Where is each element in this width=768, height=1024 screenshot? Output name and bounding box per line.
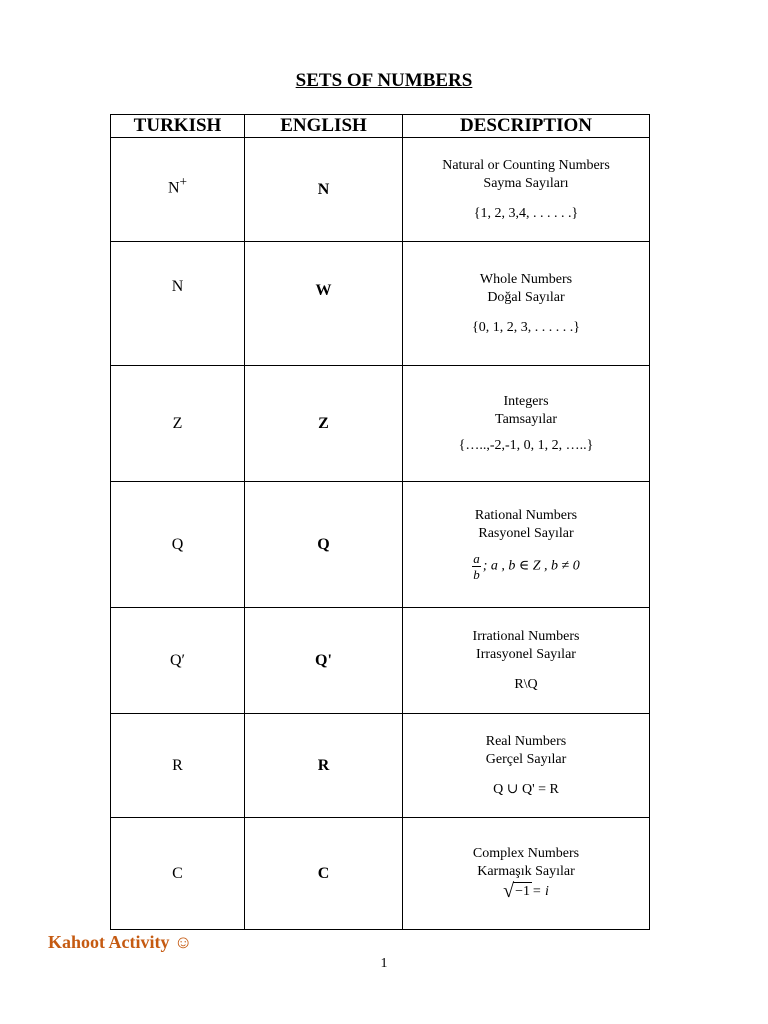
english-symbol: Q	[245, 482, 403, 608]
turkish-symbol: N	[111, 242, 245, 366]
document-title: SETS OF NUMBERS	[295, 70, 473, 91]
header-turkish: TURKISH	[111, 115, 245, 138]
turkish-symbol: Q	[111, 482, 245, 608]
english-symbol: W	[245, 242, 403, 366]
description-cell	[403, 714, 650, 818]
description-cell	[403, 366, 650, 482]
description-cell	[403, 482, 650, 608]
english-symbol: Z	[245, 366, 403, 482]
turkish-symbol: C	[111, 818, 245, 930]
english-description: Whole Numbers	[479, 271, 573, 287]
english-description: Complex Numbers	[472, 845, 580, 861]
english-symbol: Q'	[245, 608, 403, 714]
english-description: Irrational Numbers	[472, 628, 580, 644]
imaginary-unit-definition	[503, 881, 549, 901]
sqrt-result: = i	[532, 883, 549, 899]
set-notation: Q ∪ Q' = R	[493, 781, 559, 797]
english-description: Rational Numbers	[474, 508, 578, 523]
turkish-symbol: R	[111, 714, 245, 818]
sqrt-argument: −1	[515, 883, 531, 899]
table-row	[111, 818, 650, 930]
turkish-description: Tamsayılar	[495, 411, 557, 427]
turkish-symbol: Z	[111, 366, 245, 482]
english-symbol: R	[245, 714, 403, 818]
description-cell	[403, 138, 650, 242]
table-row	[111, 242, 650, 366]
table-row	[111, 366, 650, 482]
superscript-plus: +	[179, 174, 188, 189]
turkish-symbol-text: N	[167, 179, 180, 197]
description-cell	[403, 608, 650, 714]
table-row	[111, 482, 650, 608]
english-description: Integers	[503, 393, 549, 409]
rational-condition: ; a , b ∈ Z , b ≠ 0	[482, 558, 580, 574]
turkish-symbol: Q′	[111, 608, 245, 714]
turkish-description: Sayma Sayıları	[483, 175, 569, 191]
turkish-description: Gerçel Sayılar	[485, 751, 567, 767]
table-header-row	[111, 115, 650, 138]
turkish-description: Rasyonel Sayılar	[478, 526, 574, 541]
turkish-description: Irrasyonel Sayılar	[476, 646, 576, 662]
set-notation: {1, 2, 3,4, . . . . . .}	[473, 205, 579, 221]
kahoot-activity-label: Kahoot Activity ☺	[48, 932, 193, 952]
english-symbol: C	[245, 818, 403, 930]
table-row	[111, 714, 650, 818]
english-description: Natural or Counting Numbers	[442, 157, 610, 173]
table-row	[111, 138, 650, 242]
square-root-icon: √	[503, 879, 515, 902]
table-row	[111, 608, 650, 714]
rational-definition	[403, 551, 649, 582]
english-description: Real Numbers	[485, 733, 567, 749]
description-cell	[403, 242, 650, 366]
description-cell	[403, 818, 650, 930]
fraction-numerator: a	[473, 551, 480, 566]
fraction-denominator: b	[473, 567, 480, 582]
set-notation: {0, 1, 2, 3, . . . . . .}	[472, 319, 580, 335]
header-english: ENGLISH	[245, 115, 403, 138]
english-symbol: N	[245, 138, 403, 242]
turkish-symbol	[111, 138, 245, 242]
set-notation: R\Q	[514, 676, 538, 692]
header-description: DESCRIPTION	[403, 115, 650, 138]
turkish-description: Karmaşık Sayılar	[477, 863, 575, 879]
fraction	[472, 551, 481, 582]
set-notation: {…..,-2,-1, 0, 1, 2, …..}	[458, 437, 594, 453]
page-number: 1	[380, 956, 388, 971]
turkish-description: Doğal Sayılar	[487, 289, 565, 305]
sets-table	[110, 114, 650, 930]
